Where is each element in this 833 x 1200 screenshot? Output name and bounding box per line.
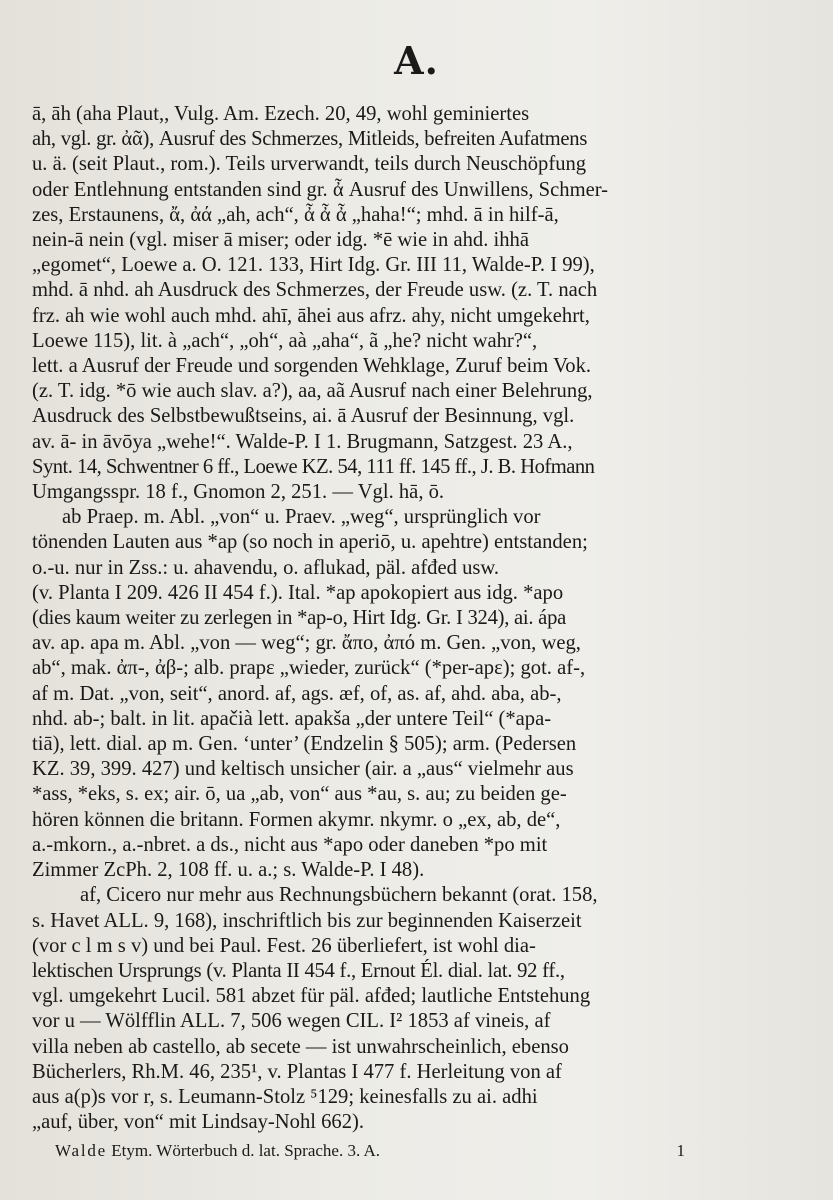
text-line: af m. Dat. „von, seit“, anord. af, ags. æf, of, as. af, ahd. aba, ab-, bbox=[32, 682, 562, 705]
text-line: Synt. 14, Schwentner 6 ff., Loewe KZ. 54, 111 ff. 145 ff., J. B. Hofmann bbox=[32, 455, 595, 478]
text-line: lektischen Ursprungs (v. Planta II 454 f., Ernout Él. dial. lat. 92 ff., bbox=[32, 959, 565, 982]
text-line: nein-ā nein (vgl. miser ā miser; oder idg. *ē wie in ahd. ihhā bbox=[32, 229, 529, 252]
text-line: „egomet“, Loewe a. O. 121. 133, Hirt Idg. Gr. III 11, Walde-P. I 99), bbox=[32, 254, 595, 277]
text-line: Bücherlers, Rh.M. 46, 235¹, v. Plantas I 477 f. Herleitung von af bbox=[32, 1060, 562, 1083]
text-line: villa neben ab castello, ab secete — ist unwahrscheinlich, ebenso bbox=[32, 1035, 569, 1058]
text-line: (dies kaum weiter zu zerlegen in *ap-o, Hirt Idg. Gr. I 324), ai. ápa bbox=[32, 607, 567, 630]
text-line: mhd. ā nhd. ah Ausdruck des Schmerzes, der Freude usw. (z. T. nach bbox=[32, 279, 598, 302]
text-line: *ass, *eks, s. ex; air. ō, ua „ab, von“ aus *au, s. au; zu beiden ge- bbox=[32, 783, 567, 806]
text-line: ab Praep. m. Abl. „von“ u. Praev. „weg“, ursprünglich vor bbox=[62, 506, 541, 529]
text-line: ah, vgl. gr. ἀᾶ), Ausruf des Schmerzes, Mitleids, befreiten Aufatmens bbox=[32, 128, 588, 151]
text-line: KZ. 39, 399. 427) und keltisch unsicher (air. a „aus“ vielmehr aus bbox=[32, 758, 574, 781]
text-line: av. ap. apa m. Abl. „von — weg“; gr. ἄπο, ἀπό m. Gen. „von, weg, bbox=[32, 632, 581, 655]
text-line: aus a(p)s vor r, s. Leumann-Stolz ⁵129; keinesfalls zu ai. adhi bbox=[32, 1085, 538, 1108]
text-line: a.-mkorn., a.-nbret. a ds., nicht aus *apo oder daneben *po mit bbox=[32, 833, 548, 856]
text-line: „auf, über, von“ mit Lindsay-Nohl 662). bbox=[32, 1111, 365, 1134]
footer-title: Etym. Wörterbuch d. lat. Sprache. 3. A. bbox=[107, 1141, 381, 1160]
text-line: nhd. ab-; balt. in lit. apačià lett. apakša „der untere Teil“ (*apa- bbox=[32, 707, 552, 730]
text-line: vor u — Wölfflin ALL. 7, 506 wegen CIL. I² 1853 af vineis, af bbox=[32, 1010, 551, 1033]
text-line: hören können die britann. Formen akymr. nkymr. o „ex, ab, de“, bbox=[32, 808, 561, 831]
text-line: vgl. umgekehrt Lucil. 581 abzet für päl. afđed; lautliche Entstehung bbox=[32, 985, 591, 1008]
text-line: ab“, mak. ἀπ-, ἀβ-; alb. prapε „wieder, zurück“ (*per-apε); got. af-, bbox=[32, 657, 586, 680]
text-line: lett. a Ausruf der Freude und sorgenden Wehklage, Zuruf beim Vok. bbox=[32, 355, 592, 378]
entries-text bbox=[32, 102, 782, 1135]
text-line: af, Cicero nur mehr aus Rechnungsbüchern bekannt (orat. 158, bbox=[80, 884, 598, 907]
text-line: Zimmer ZcPh. 2, 108 ff. u. a.; s. Walde-P. I 48). bbox=[32, 859, 425, 882]
text-line: Ausdruck des Selbstbewußtseins, ai. ā Ausruf der Besinnung, vgl. bbox=[32, 405, 575, 428]
text-line: o.-u. nur in Zss.: u. ahavendu, o. aflukad, päl. afđed usw. bbox=[32, 556, 500, 579]
text-line: (vor c l m s v) und bei Paul. Fest. 26 überliefert, ist wohl dia- bbox=[32, 934, 536, 957]
text-line: u. ä. (seit Plaut., rom.). Teils urverwandt, teils durch Neuschöpfung bbox=[32, 153, 587, 176]
page-footer bbox=[55, 1141, 685, 1161]
text-line: Umgangsspr. 18 f., Gnomon 2, 251. — Vgl. hā, ō. bbox=[32, 481, 445, 504]
text-line: oder Entlehnung entstanden sind gr. ἆ Ausruf des Unwillens, Schmer- bbox=[32, 178, 609, 201]
text-line: frz. ah wie wohl auch mhd. ahī, āhei aus afrz. ahy, nicht umgekehrt, bbox=[32, 304, 590, 327]
text-line: (v. Planta I 209. 426 II 454 f.). Ital. *ap apokopiert aus idg. *apo bbox=[32, 581, 564, 604]
text-line: zes, Erstaunens, ἄ, ἀά „ah, ach“, ἆ ἆ ἆ „haha!“; mhd. ā in hilf-ā, bbox=[32, 203, 559, 226]
text-line: tiā), lett. dial. ap m. Gen. ‘unter’ (Endzelin § 505); arm. (Pedersen bbox=[32, 733, 577, 756]
footer-author: Walde bbox=[55, 1141, 107, 1160]
text-line: av. ā- in āvōya „wehe!“. Walde-P. I 1. Brugmann, Satzgest. 23 A., bbox=[32, 430, 573, 453]
text-line: (z. T. idg. *ō wie auch slav. a?), aa, aã Ausruf nach einer Belehrung, bbox=[32, 380, 593, 403]
page-number: 1 bbox=[676, 1141, 685, 1160]
text-line: ā, āh (aha Plaut,, Vulg. Am. Ezech. 20, 49, wohl geminiertes bbox=[32, 103, 530, 125]
letter-heading: A. bbox=[394, 38, 439, 83]
footer-source bbox=[55, 1141, 380, 1161]
text-line: s. Havet ALL. 9, 168), inschriftlich bis zur beginnenden Kaiserzeit bbox=[32, 909, 582, 932]
text-line: tönenden Lauten aus *ap (so noch in aperiō, u. apehtre) entstanden; bbox=[32, 531, 588, 554]
text-line: Loewe 115), lit. à „ach“, „oh“, aà „aha“, ã „he? nicht wahr?“, bbox=[32, 329, 538, 352]
